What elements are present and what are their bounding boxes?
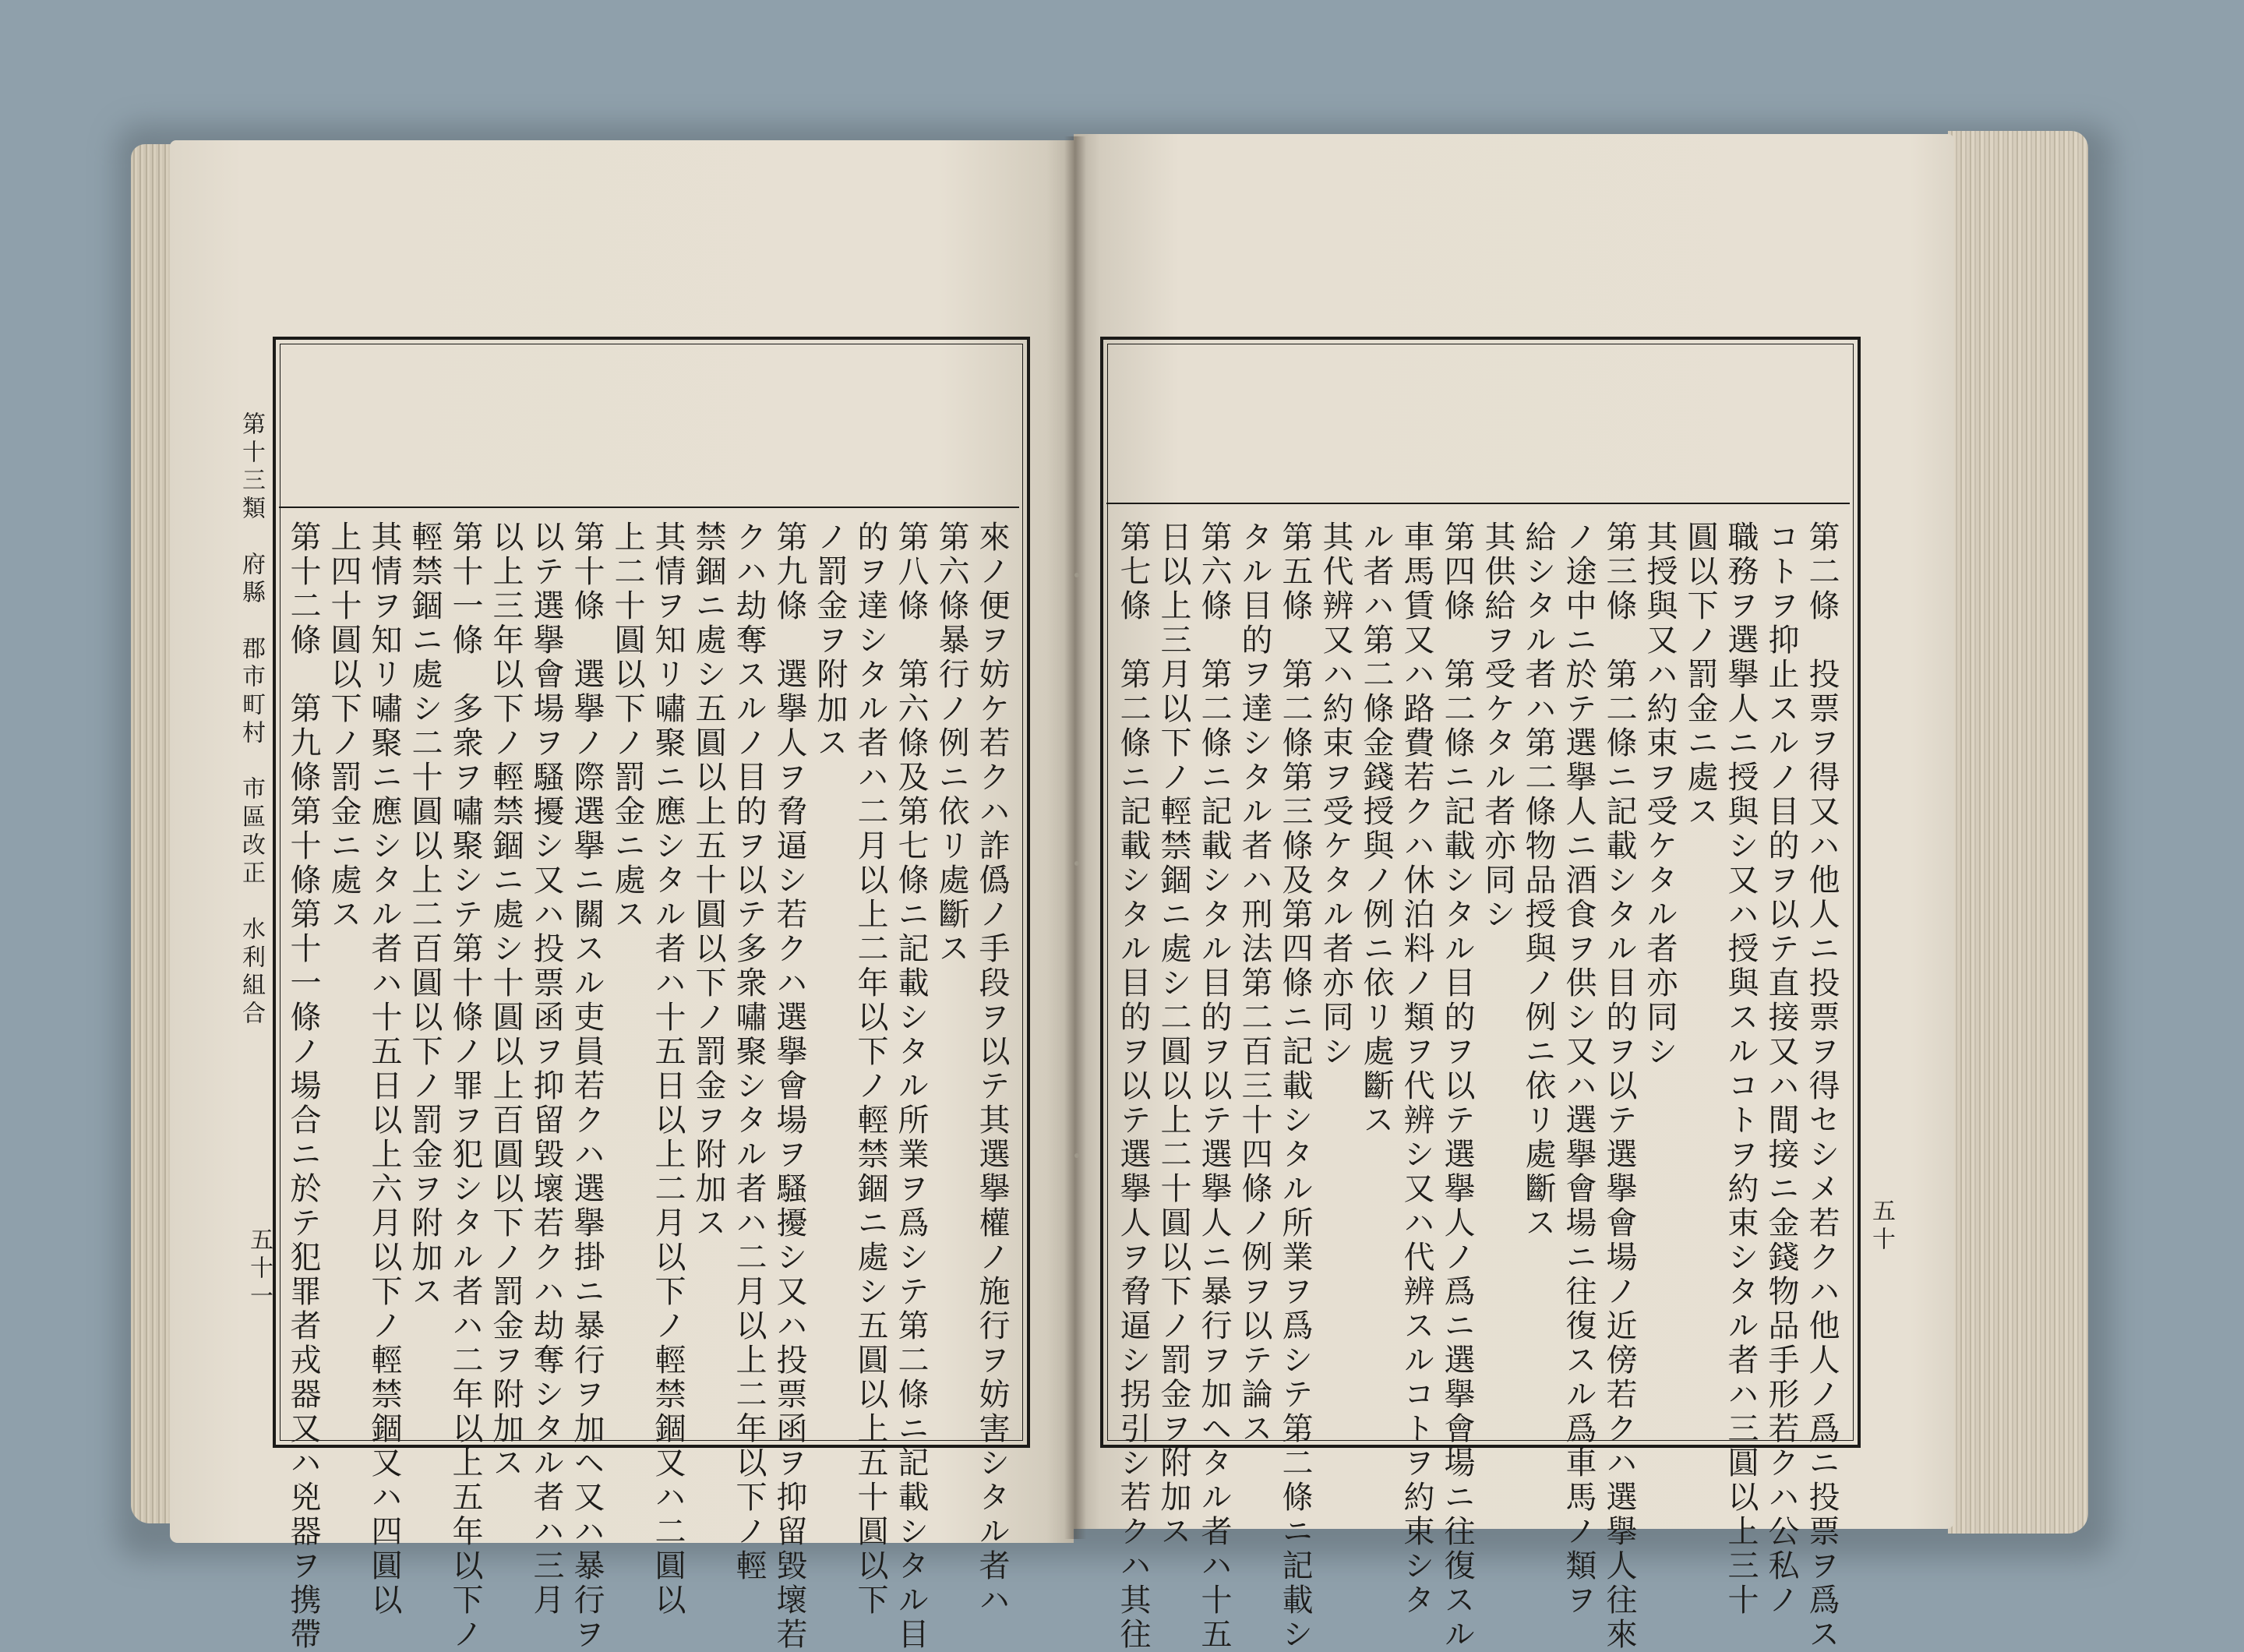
text-column: 第十二條 第九條第十條第十一條ノ場合ニ於テ犯罪者戎器又ハ兇器ヲ携帶 xyxy=(285,521,321,1652)
page-number-right: 五十 xyxy=(1868,1198,1895,1255)
binding-hole xyxy=(1074,573,1079,577)
text-column: 其授與又ハ約束ヲ受ケタル者亦同シ xyxy=(1642,521,1678,1069)
binding-hole xyxy=(1074,1153,1079,1158)
text-column: 第六條 第二條ニ記載シタル目的ヲ以テ選擧人ニ暴行ヲ加ヘタル者ハ十五 xyxy=(1196,521,1232,1652)
text-column: 上二十圓以下ノ罰金ニ處ス xyxy=(609,521,645,932)
text-column: 日以上三月以下ノ輕禁錮ニ處シ二圓以上二十圓以下ノ罰金ヲ附加ス xyxy=(1156,521,1191,1549)
text-column: 其情ヲ知リ嘯聚ニ應シタル者ハ十五日以上六月以下ノ輕禁錮又ハ四圓以 xyxy=(366,521,402,1618)
book-page-edges-right xyxy=(1948,131,2088,1534)
text-column: 第二條 投票ヲ得又ハ他人ニ投票ヲ得セシメ若クハ他人ノ爲ニ投票ヲ爲ス xyxy=(1804,521,1840,1652)
text-column: 第九條 選擧人ヲ脅逼シ若クハ選擧會場ヲ騷擾シ又ハ投票函ヲ抑留毀壞若 xyxy=(771,521,807,1652)
text-column: 以テ選擧會場ヲ騷擾シ又ハ投票函ヲ抑留毀壞若クハ劫奪シタル者ハ三月 xyxy=(528,521,564,1618)
text-column: 第七條 第二條ニ記載シタル目的ヲ以テ選擧人ヲ脅逼シ拐引シ若クハ其往 xyxy=(1115,521,1151,1652)
text-column: ノ罰金ヲ附加ス xyxy=(812,521,848,761)
text-column: 其代辨又ハ約束ヲ受ケタル者亦同シ xyxy=(1318,521,1353,1069)
text-column: 圓以下ノ罰金ニ處ス xyxy=(1682,521,1718,829)
text-column: ノ途中ニ於テ選擧人ニ酒食ヲ供シ又ハ選擧會場ニ往復スル爲車馬ノ類ヲ xyxy=(1561,521,1597,1618)
running-header: 第十三類 府縣 郡市町村 市區改正 水利組合 xyxy=(238,411,265,1029)
text-column: 禁錮ニ處シ五圓以上五十圓以下ノ罰金ヲ附加ス xyxy=(690,521,726,1241)
book-gutter xyxy=(1064,136,1086,1539)
text-column: コトヲ抑止スルノ目的ヲ以テ直接又ハ間接ニ金錢物品手形若クハ公私ノ xyxy=(1763,521,1799,1618)
text-column: 職務ヲ選擧人ニ授與シ又ハ授與スルコトヲ約束シタル者ハ三圓以上三十 xyxy=(1723,521,1759,1618)
text-column: 第十一條 多衆ヲ嘯聚シテ第十條ノ罪ヲ犯シタル者ハ二年以上五年以下ノ xyxy=(447,521,483,1652)
text-column: 以上三年以下ノ輕禁錮ニ處シ十圓以上百圓以下ノ罰金ヲ附加ス xyxy=(488,521,524,1481)
right-header-rule xyxy=(1106,503,1850,504)
text-column: ル者ハ第二條金錢授與ノ例ニ依リ處斷ス xyxy=(1358,521,1394,1138)
text-column: タル目的ヲ達シタル者ハ刑法第二百三十四條ノ例ヲ以テ論ス xyxy=(1237,521,1272,1446)
text-column: 第六條暴行ノ例ニ依リ處斷ス xyxy=(933,521,969,966)
text-column: 上四十圓以下ノ罰金ニ處ス xyxy=(326,521,362,932)
text-column: 第八條 第六條及第七條ニ記載シタル所業ヲ爲シテ第二條ニ記載シタル目 xyxy=(893,521,929,1652)
text-column: クハ劫奪スルノ目的ヲ以テ多衆嘯聚シタル者ハ二月以上二年以下ノ輕 xyxy=(731,521,767,1583)
text-column: 來ノ便ヲ妨ケ若クハ詐僞ノ手段ヲ以テ其選擧權ノ施行ヲ妨害シタル者ハ xyxy=(974,521,1010,1618)
text-column: 的ヲ達シタル者ハ二月以上二年以下ノ輕禁錮ニ處シ五圓以上五十圓以下 xyxy=(852,521,888,1618)
text-column: 第五條 第二條第三條及第四條ニ記載シタル所業ヲ爲シテ第二條ニ記載シ xyxy=(1277,521,1313,1652)
text-column: 第三條 第二條ニ記載シタル目的ヲ以テ選擧會場ノ近傍若クハ選擧人往來 xyxy=(1601,521,1637,1652)
text-column: 輕禁錮ニ處シ二十圓以上二百圓以下ノ罰金ヲ附加ス xyxy=(407,521,443,1309)
text-column: 其供給ヲ受ケタル者亦同シ xyxy=(1480,521,1515,932)
text-column: 第十條 選擧ノ際選擧ニ關スル吏員若クハ選擧掛ニ暴行ヲ加ヘ又ハ暴行ヲ xyxy=(569,521,605,1652)
binding-hole xyxy=(1074,861,1079,866)
text-column: 其情ヲ知リ嘯聚ニ應シタル者ハ十五日以上二月以下ノ輕禁錮又ハ二圓以 xyxy=(650,521,686,1618)
text-column: 第四條 第二條ニ記載シタル目的ヲ以テ選擧人ノ爲ニ選擧會場ニ往復スル xyxy=(1439,521,1475,1652)
page-number-left: 五十一 xyxy=(245,1227,273,1311)
text-column: 給シタル者ハ第二條物品授與ノ例ニ依リ處斷ス xyxy=(1520,521,1556,1241)
text-column: 車馬賃又ハ路費若クハ休泊料ノ類ヲ代辨シ又ハ代辨スルコトヲ約束シタ xyxy=(1399,521,1434,1618)
left-header-rule xyxy=(279,507,1019,508)
